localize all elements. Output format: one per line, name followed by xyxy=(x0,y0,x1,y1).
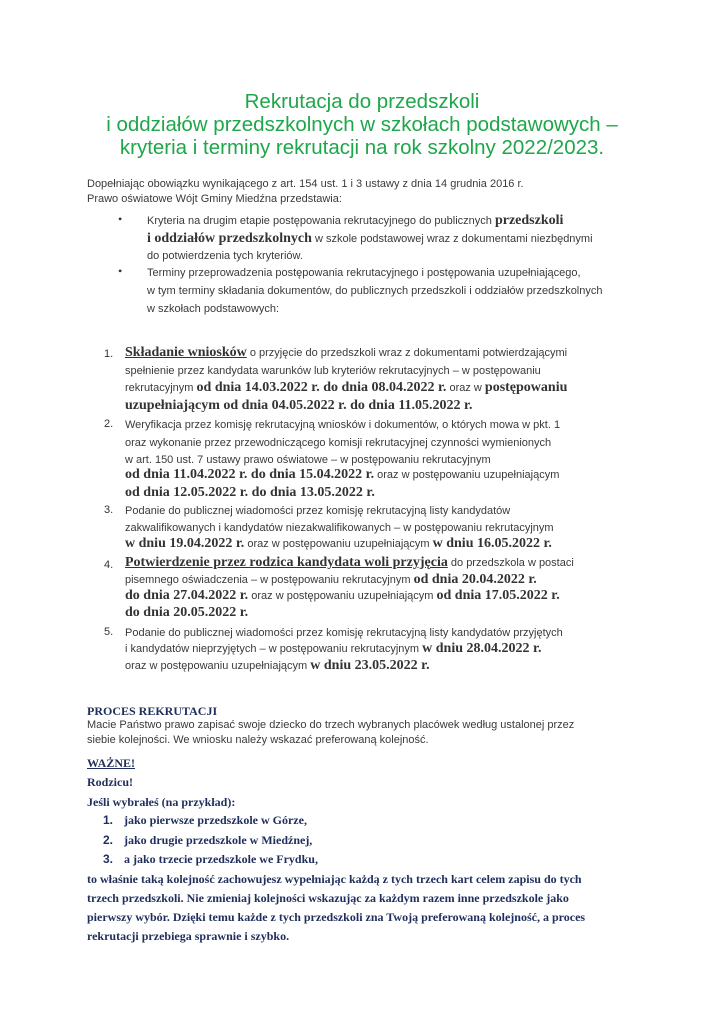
step-4-text: oraz w postępowaniu uzupełniającym xyxy=(248,590,437,602)
step-number: 1. xyxy=(104,348,114,360)
step-4-line-2 xyxy=(125,572,537,588)
step-5-line-1: Podanie do publicznej wiadomości przez komisję rekrutacyjną listy kandydatów przyjętych xyxy=(125,627,563,639)
step-number: 2. xyxy=(104,418,114,430)
bullet-1-line-1 xyxy=(147,213,563,229)
process-heading: PROCES REKRUTACJI xyxy=(87,704,218,718)
step-5-line-2 xyxy=(125,641,541,657)
important-greeting: Rodzicu! xyxy=(87,775,133,789)
step-4-date: od dnia 20.04.2022 r. xyxy=(413,572,537,587)
bullet-1-bold: przedszkoli xyxy=(494,213,564,228)
important-heading: WAŻNE! xyxy=(87,756,136,770)
step-1-text: rekrutacyjnym xyxy=(125,382,197,394)
step-2-text: oraz w postępowaniu uzupełniającym xyxy=(374,469,560,481)
step-1-line-4: uzupełniającym od dnia 04.05.2022 r. do dnia 11.05.2022 r. xyxy=(125,398,473,413)
intro-line-2: Prawo oświatowe Wójt Gminy Miedźna przedstawia: xyxy=(87,193,342,205)
bullet-1-text-2: w szkole podstawowej wraz z dokumentami niezbędnymi xyxy=(311,233,593,245)
step-3-line-2: zakwalifikowanych i kandydatów niezakwalifikowanych – w postępowaniu rekrutacyjnym xyxy=(125,522,554,534)
step-1-text: oraz w xyxy=(446,382,485,394)
step-4-text: do przedszkola w postaci xyxy=(447,557,574,569)
step-number: 4. xyxy=(104,559,114,571)
step-2-line-2: oraz wykonanie przez przewodniczącego komisji rekrutacyjnej czynności wymienionych xyxy=(125,437,552,449)
bullet-icon: • xyxy=(118,264,123,278)
step-2-date: od dnia 11.04.2022 r. do dnia 15.04.2022 r. xyxy=(125,467,375,482)
choice-text: jako pierwsze przedszkole w Górze, xyxy=(124,813,307,827)
step-1-heading: Składanie wniosków xyxy=(125,345,247,360)
step-3-date: w dniu 16.05.2022 r. xyxy=(432,536,552,551)
step-4-date: od dnia 17.05.2022 r. xyxy=(436,588,560,603)
choice-number: 1. xyxy=(103,813,114,827)
step-3-text: oraz w postępowaniu uzupełniającym xyxy=(244,538,433,550)
title-line-2: i oddziałów przedszkolnych w szkołach podstawowych – xyxy=(106,113,618,136)
step-1-date: od dnia 14.03.2022 r. do dnia 08.04.2022 r. xyxy=(196,380,447,395)
step-5-date: w dniu 28.04.2022 r. xyxy=(422,641,542,656)
step-5-text: i kandydatów nieprzyjętych – w postępowaniu rekrutacyjnym xyxy=(125,643,423,655)
bullet-1-bold-2: i oddziałów przedszkolnych xyxy=(147,231,312,246)
important-paragraph-line-2: trzech przedszkoli. Nie zmieniaj kolejności wskazując za każdym razem inne przedszkole jako xyxy=(87,891,569,905)
choice-number: 3. xyxy=(103,852,114,866)
step-1-line-1 xyxy=(125,345,567,361)
important-paragraph-line-4: rekrutacji przebiega sprawnie i szybko. xyxy=(87,929,290,943)
important-paragraph-line-3: pierwszy wybór. Dzięki temu każde z tych przedszkoli zna Twoją preferowaną kolejność, a proces xyxy=(87,910,586,924)
step-4-heading: Potwierdzenie przez rodzica kandydata woli przyjęcia xyxy=(125,555,448,570)
bullet-1-line-2 xyxy=(147,231,593,247)
step-3-date: w dniu 19.04.2022 r. xyxy=(125,536,245,551)
bullet-icon: • xyxy=(118,212,123,226)
step-number: 5. xyxy=(104,626,114,638)
step-4-text: pisemnego oświadczenia – w postępowaniu rekrutacyjnym xyxy=(125,574,414,586)
step-5-date: w dniu 23.05.2022 r. xyxy=(310,658,430,673)
step-3-line-1: Podanie do publicznej wiadomości przez komisję rekrutacyjną listy kandydatów xyxy=(125,505,511,517)
bullet-1-text: Kryteria na drugim etapie postępowania rekrutacyjnego do publicznych xyxy=(147,215,495,227)
bullet-2-line-1: Terminy przeprowadzenia postępowania rekrutacyjnego i postępowania uzupełniającego, xyxy=(147,267,581,279)
step-1-bold: postępowaniu xyxy=(484,380,568,395)
step-4-date: do dnia 27.04.2022 r. xyxy=(125,588,249,603)
step-1-line-2: spełnienie przez kandydata warunków lub kryteriów rekrutacyjnych – w postępowaniu xyxy=(125,365,541,377)
step-2-line-4 xyxy=(125,467,559,483)
step-5-text: oraz w postępowaniu uzupełniającym xyxy=(125,660,311,672)
choice-text: a jako trzecie przedszkole we Frydku, xyxy=(124,852,318,866)
important-paragraph-line-1: to właśnie taką kolejność zachowujesz wypełniając każdą z tych trzech kart celem zapisu do tych xyxy=(87,872,582,886)
title-line-3: kryteria i terminy rekrutacji na rok szkolny 2022/2023. xyxy=(119,136,605,159)
choice-text: jako drugie przedszkole w Miedźnej, xyxy=(124,833,313,847)
bullet-2-line-3: w szkołach podstawowych: xyxy=(147,303,280,315)
bullet-1-line-3: do potwierdzenia tych kryteriów. xyxy=(147,250,303,262)
step-1-text: o przyjęcie do przedszkoli wraz z dokumentami potwierdzającymi xyxy=(246,347,568,359)
step-2-line-3: w art. 150 ust. 7 ustawy prawo oświatowe – w postępowaniu rekrutacyjnym xyxy=(125,454,491,466)
step-4-line-1 xyxy=(125,555,574,571)
step-2-line-5: od dnia 12.05.2022 r. do dnia 13.05.2022 r. xyxy=(125,485,375,500)
choice-number: 2. xyxy=(103,833,114,847)
step-5-line-3 xyxy=(125,658,430,674)
step-4-line-4: do dnia 20.05.2022 r. xyxy=(125,605,249,620)
step-4-line-3 xyxy=(125,588,560,604)
process-line-1: Macie Państwo prawo zapisać swoje dziecko do trzech wybranych placówek według ustalonej przez xyxy=(87,719,575,731)
step-number: 3. xyxy=(104,504,114,516)
process-line-2: siebie kolejności. We wniosku należy wskazać preferowaną kolejność. xyxy=(87,734,429,746)
title-line-1: Rekrutacja do przedszkoli xyxy=(244,90,480,113)
bullet-2-line-2: w tym terminy składania dokumentów, do publicznych przedszkoli i oddziałów przedszkolnych xyxy=(147,285,603,297)
step-3-line-3 xyxy=(125,536,552,552)
important-intro: Jeśli wybrałeś (na przykład): xyxy=(87,795,236,809)
intro-line-1: Dopełniając obowiązku wynikającego z art. 154 ust. 1 i 3 ustawy z dnia 14 grudnia 2016 r. xyxy=(87,178,524,190)
step-1-line-3 xyxy=(125,380,567,396)
step-2-line-1: Weryfikacja przez komisję rekrutacyjną wniosków i dokumentów, o których mowa w pkt. 1 xyxy=(125,419,561,431)
